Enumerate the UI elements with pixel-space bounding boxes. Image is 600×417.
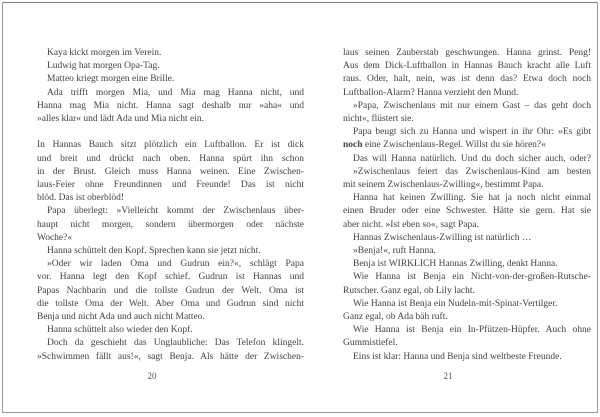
text-line: Eins ist klar: Hanna und Benja sind weltbeste Freunde. (353, 351, 562, 362)
text-line: »Zwischenlaus feiert das Zwischenlaus-Kind am besten (353, 166, 591, 177)
text-line: Aus dem Dick-Luftballon in Hannas Bauch kracht alle Luft (343, 61, 591, 72)
text-line: Woche?« (37, 232, 73, 243)
text-line: laus seinen Zauberstab geschwungen. Hanna grinst. Peng! (343, 48, 591, 58)
text-line: Benja und nicht Ada und auch nicht Matteo. (37, 312, 205, 323)
text-line: Hanna hat keinen Zwilling. Sie hat ja noch nicht einmal (353, 193, 591, 204)
text-line: »alles klar« und lädt Ada und Mia nicht ein. (37, 114, 205, 125)
text-line: Matteo kriegt morgen eine Brille. (47, 74, 175, 85)
text-line: Hanna schüttelt also wieder den Kopf. (47, 325, 193, 336)
text-line: »Papa, Zwischenlaus mit nur einem Gast – das geht doch (353, 100, 591, 111)
page-number-right: 21 (443, 371, 453, 381)
text-line: »Benja!«, ruft Hanna. (353, 246, 436, 257)
text-line: Das will Hanna natürlich. Und du doch sicher auch, oder? (353, 153, 591, 164)
text-line: Luftballon-Alarm? Hanna verzieht den Mund. (343, 87, 519, 98)
text-line: Benja ist WIRKLICH Hannas Zwilling, denkt Hanna. (353, 259, 558, 270)
text-line: blöd. Das ist oberblöd! (37, 193, 125, 204)
text-line: Wie Hanna ist Benja ein Nudeln-mit-Spinat-Vertilger. (353, 298, 558, 309)
text-line: vor. Hanna legt den Kopf schief. Gudrun ist Hannas und (37, 272, 304, 283)
text-line: und breit und drückt nach oben. Hanna spürt ihn schon (37, 153, 304, 164)
text-line: haupt nicht morgen, sondern übermorgen oder nächste (37, 219, 304, 230)
text-line: raus. Oder, halt, nein, was ist denn das? Etwa doch noch (343, 74, 591, 85)
text-line: Kaya kickt morgen im Verein. (47, 48, 162, 58)
text-line: Hanna mag Mia nicht. Hanna sagt deshalb nur »aha« und (37, 100, 304, 111)
text-line: »Oder wir laden Oma und Gudrun ein?«, schlägt Papa (47, 259, 304, 270)
text-line: Doch da geschieht das Unglaubliche: Das Telefon klingelt. (47, 338, 304, 349)
text-line: Papa überlegt: »Vielleicht kommt der Zwischenlaus über- (47, 206, 304, 217)
text-line: Hanna schüttelt den Kopf. Sprechen kann sie jetzt nicht. (47, 246, 261, 257)
text-line: Papas Nachbarin und die tollste Gudrun der Welt. Oma ist (37, 285, 304, 296)
text-line: noch eine Zwischenlaus-Regel. Willst du sie hören?« (343, 140, 546, 151)
text-line: mit seinem Zwischenlaus-Zwilling«, bestimmt Papa. (343, 180, 544, 191)
text-line: die tollste Oma der Welt. Aber Oma und Gudrun sind nicht (37, 298, 304, 309)
text-line: Wie Hanna ist Benja ein In-Pfützen-Hüpfer. Auch ohne (353, 325, 591, 336)
text-line: Ada trifft morgen Mia, und Mia mag Hanna nicht, und (47, 87, 304, 98)
text-line: Papa beugt sich zu Hanna und wispert in ihr Ohr: »Es gibt (353, 127, 591, 138)
text-line: Rutscher. Ganz egal, ob Lily lacht. (343, 285, 475, 296)
text-line: Ganz egal, ob Ada bäh ruft. (343, 312, 448, 323)
text-line: In Hannas Bauch sitzt plötzlich ein Luftballon. Er ist dick (37, 140, 304, 151)
text-line: in der Brust. Gleich muss Hanna weinen. Eine Zwischen- (37, 166, 304, 177)
text-line: Wie Hanna ist Benja ein Nicht-von-der-großen-Rutsche- (353, 272, 591, 283)
text-line: einen Bruder oder eine Schwester. Hätte sie gern. Hat sie (343, 206, 591, 217)
text-line: Gummistiefel. (343, 338, 398, 349)
page-right-text (343, 47, 591, 364)
text-line: laus-Feier ohne Freundinnen und Freunde! Das ist nicht (37, 180, 304, 191)
page-number-left: 20 (147, 371, 157, 381)
text-line: aber nicht. »Ist eben so«, sagt Papa. (343, 219, 479, 230)
text-line: »Schwimmen fällt aus!«, sagt Benja. Als hätte der Zwischen- (37, 351, 304, 362)
text-line: nicht«, flüstert sie. (343, 114, 414, 125)
text-line: Ludwig hat morgen Opa-Tag. (47, 61, 160, 72)
text-line: Hannas Zwischenlaus-Zwilling ist natürlich … (353, 232, 532, 243)
page-left-text (37, 47, 304, 364)
